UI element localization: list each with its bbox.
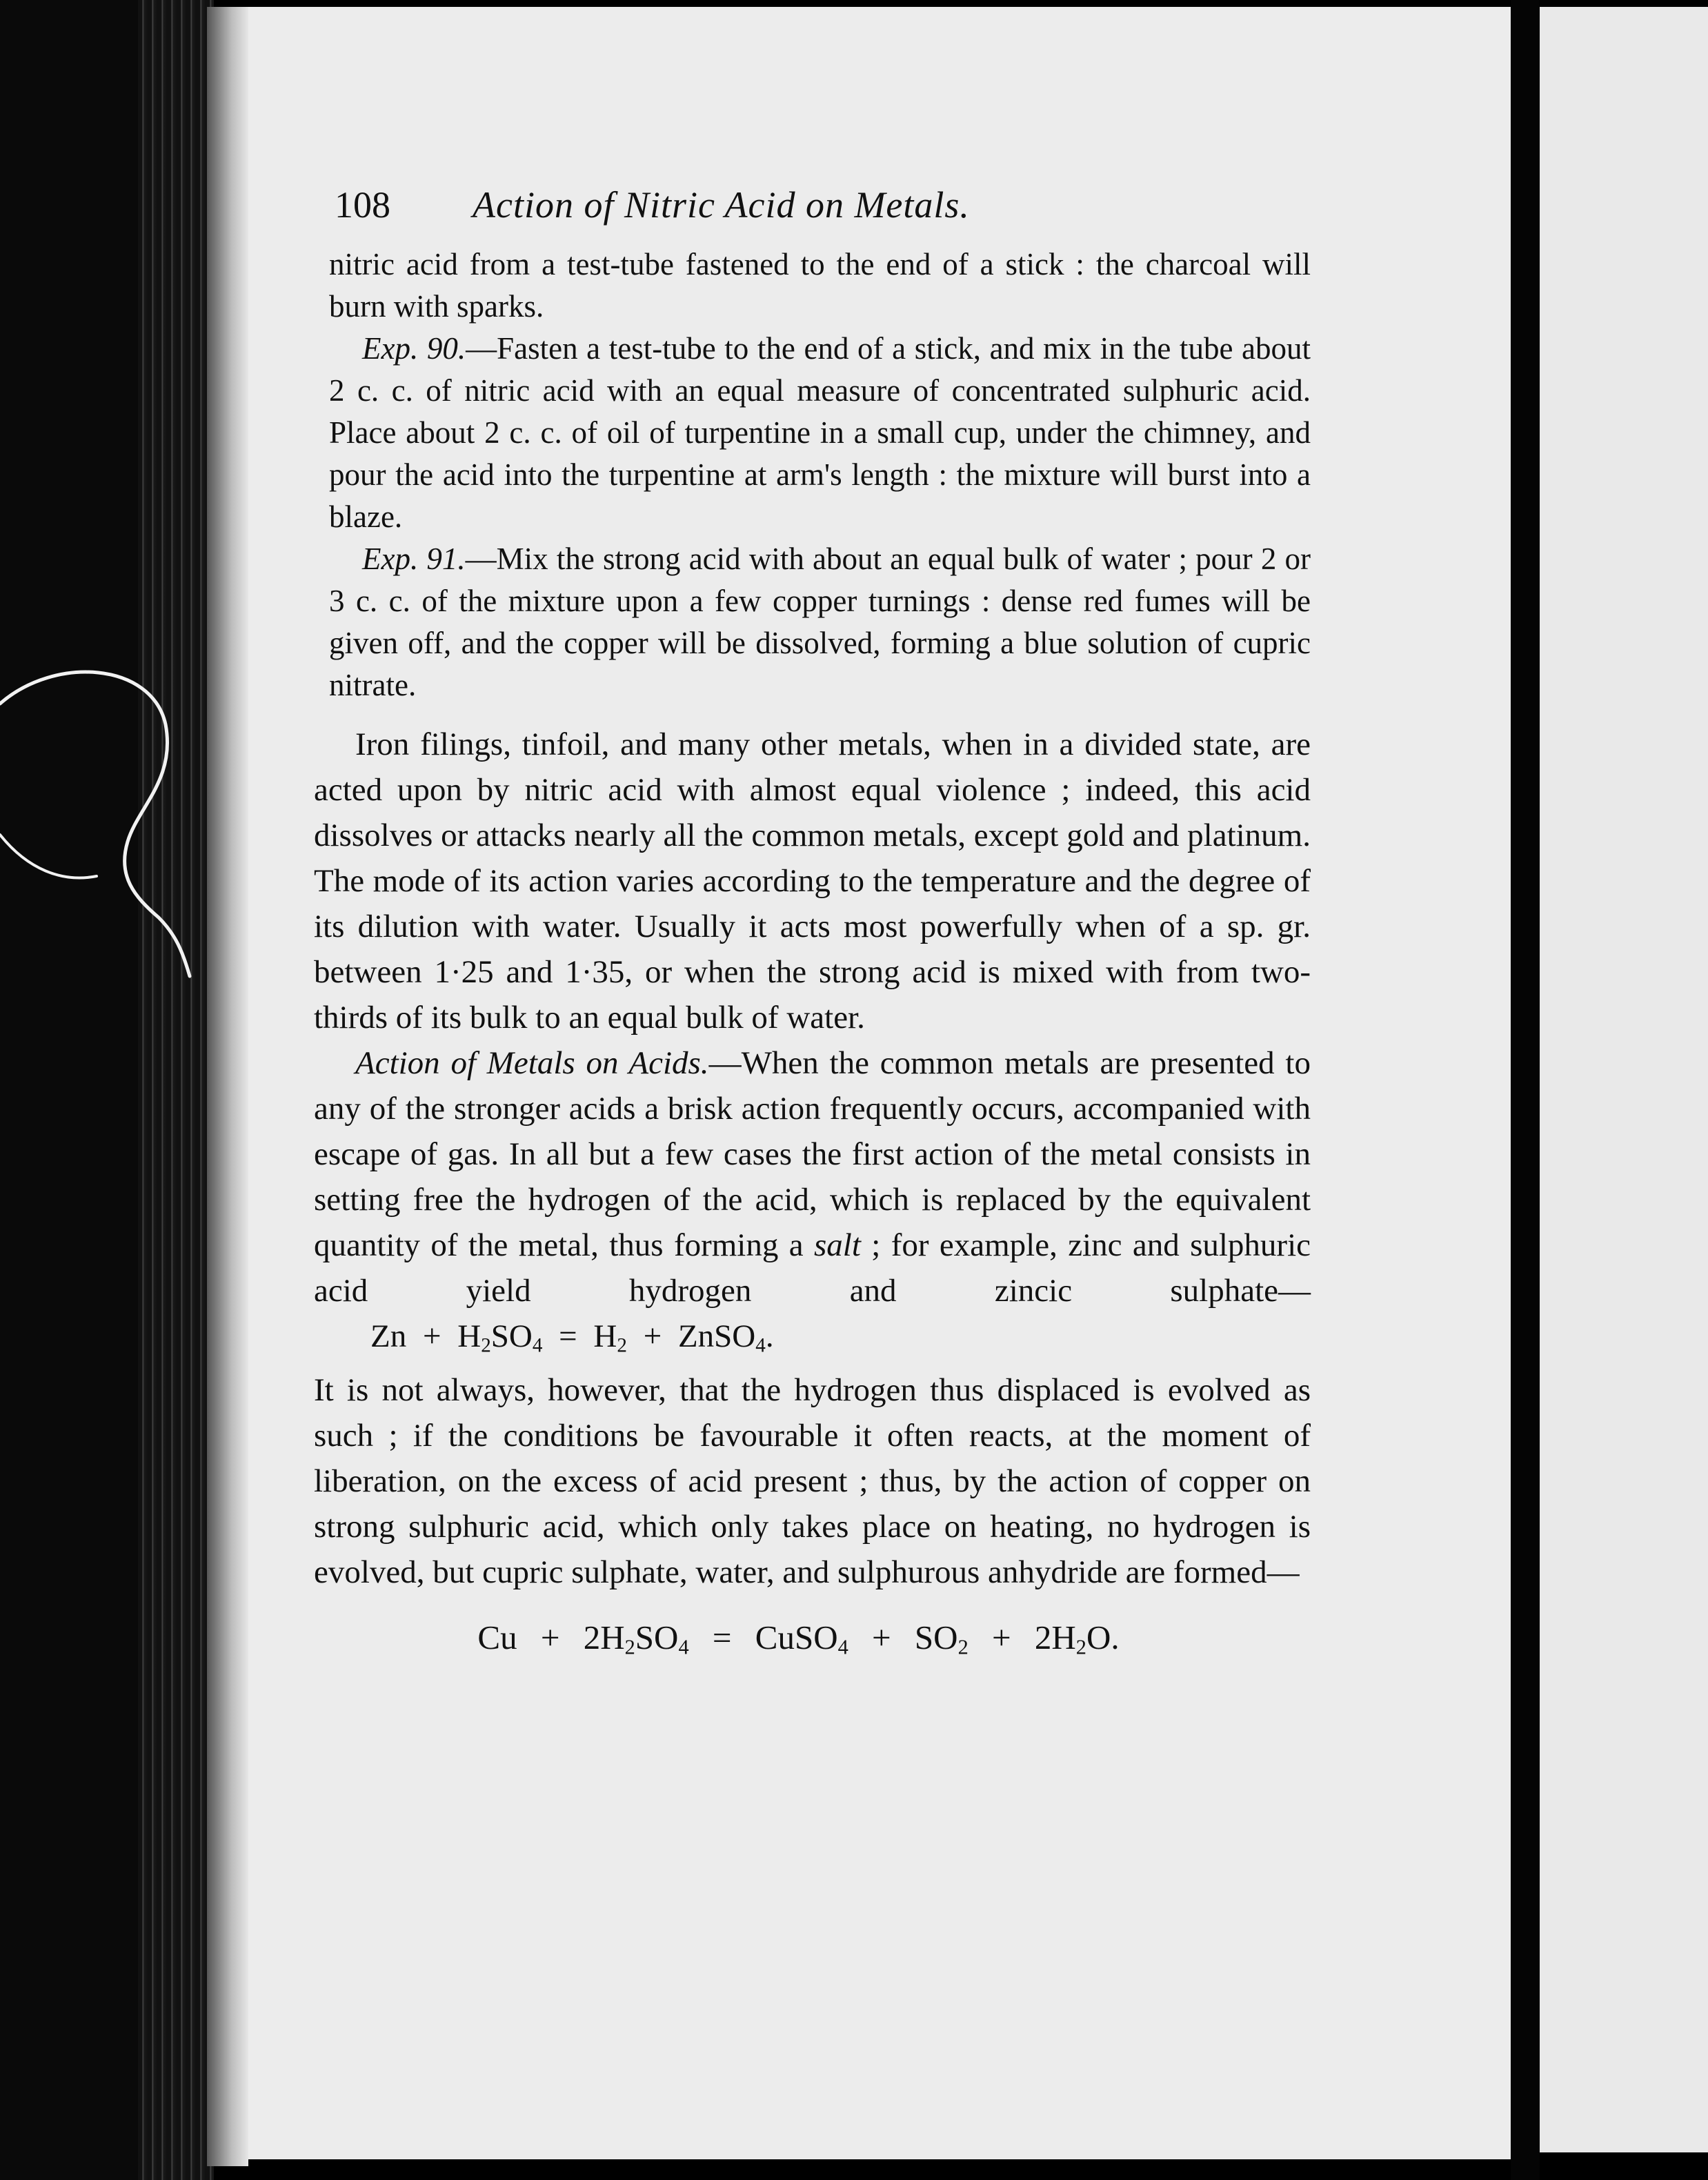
- eq-so: SO: [490, 1318, 533, 1354]
- hydrogen-displaced-paragraph: It is not always, however, that the hydrogen thus displaced is evolved as such ; if the conditions be favourable it often reacts, at the moment of liberation, on the excess of acid present ; thus, by the action of copper on strong sulphuric acid, which only takes place on heating, no hydrogen is evolved, but cupric sulphate, water, and sulphurous anhydride are formed—: [314, 1372, 1311, 1590]
- page-header: [314, 183, 1311, 227]
- page-edges: [138, 0, 214, 2180]
- eq-sub: 2: [1075, 1635, 1086, 1659]
- book-gutter: [1511, 0, 1540, 2180]
- eq-plus: +: [872, 1618, 891, 1656]
- eq-znso: ZnSO: [677, 1318, 756, 1354]
- eq-sub: 2: [481, 1334, 491, 1357]
- eq-equals: =: [559, 1318, 577, 1354]
- experiment-91-text: —Mix the strong acid with about an equal bulk of water ; pour 2 or 3 c. c. of the mixture upon a few copper turnings : dense red fumes will be given off, and the copper will be dissolved, forming a blue solution of cupric nitrate.: [329, 542, 1311, 702]
- page-text: [314, 183, 1311, 1660]
- copper-sulphuric-equation: [314, 1616, 1311, 1660]
- eq-h: H: [593, 1318, 617, 1354]
- eq-plus: +: [540, 1618, 560, 1656]
- eq-coefficient: 2: [583, 1618, 601, 1656]
- eq-plus: +: [992, 1618, 1011, 1656]
- running-title: Action of Nitric Acid on Metals.: [473, 184, 970, 226]
- eq-sub: 2: [617, 1334, 627, 1357]
- eq-so2: SO: [914, 1618, 958, 1656]
- eq-cu: Cu: [477, 1618, 517, 1656]
- action-of-metals-paragraph: [314, 1040, 1311, 1359]
- eq-sub: 4: [678, 1635, 689, 1659]
- eq-sub: 4: [755, 1334, 766, 1357]
- eq-zn: Zn: [370, 1318, 407, 1354]
- action-of-metals-heading: Action of Metals on Acids.: [355, 1045, 709, 1081]
- action-of-metals-text-a: —When the common metals are presented to any of the stronger acids a brisk action frequently occurs, accompanied with escape of gas. In all but a few cases the first action of the metal consists in setting free the hydrogen of the acid, which is replaced by the equivalent quantity of the metal, thus forming a: [314, 1045, 1311, 1263]
- eq-coefficient: 2: [1034, 1618, 1052, 1656]
- experiment-91: [314, 538, 1311, 706]
- eq-h: H: [600, 1618, 625, 1656]
- experiment-91-label: Exp. 91.: [362, 542, 466, 576]
- eq-sub: 2: [624, 1635, 635, 1659]
- eq-so: SO: [635, 1618, 679, 1656]
- iron-filings-paragraph: Iron filings, tinfoil, and many other metals, when in a divided state, are acted upon by nitric acid with almost equal violence ; indeed, this acid dissolves or attacks nearly all the common metals, except gold and platinum. The mode of its action varies according to the temperature and the degree of its dilution with water. Usually it acts most powerfully when of a sp. gr. between 1·25 and 1·35, or when the strong acid is mixed with from two-thirds of its bulk to an equal bulk of water.: [314, 726, 1311, 1036]
- continuation-paragraph: nitric acid from a test-tube fastened to the end of a stick : the charcoal will burn with sparks.: [329, 247, 1311, 324]
- eq-equals: =: [712, 1618, 732, 1656]
- eq-h: H: [457, 1318, 481, 1354]
- eq-plus: +: [643, 1318, 662, 1354]
- page-number: 108: [335, 184, 390, 226]
- eq-cuso: CuSO: [755, 1618, 838, 1656]
- eq-period: .: [765, 1318, 774, 1354]
- eq-sub: 4: [837, 1635, 848, 1659]
- page-fold-shadow: [207, 7, 248, 2166]
- eq-plus: +: [422, 1318, 441, 1354]
- experiment-90-text: —Fasten a test-tube to the end of a stick, and mix in the tube about 2 c. c. of nitric acid with an equal measure of concentrated sulphuric acid. Place about 2 c. c. of oil of turpentine in a small cup, under the chimney, and pour the acid into the turpentine at arm's length : the mixture will burst into a blaze.: [329, 331, 1311, 534]
- eq-sub: 2: [957, 1635, 969, 1659]
- action-of-metals-text-b: ; for example, zinc and sulphuric acid yield hydrogen and zincic sulphate—: [314, 1227, 1311, 1309]
- eq-sub: 4: [532, 1334, 543, 1357]
- experiment-90-label: Exp. 90.: [362, 331, 466, 366]
- eq-h: H: [1051, 1618, 1076, 1656]
- experiment-90: [314, 328, 1311, 538]
- zinc-equation: [329, 1314, 774, 1359]
- eq-period: .: [1111, 1618, 1120, 1656]
- facing-page-edge: [1540, 7, 1708, 2152]
- salt-term: salt: [813, 1227, 861, 1263]
- eq-o: O: [1086, 1618, 1111, 1656]
